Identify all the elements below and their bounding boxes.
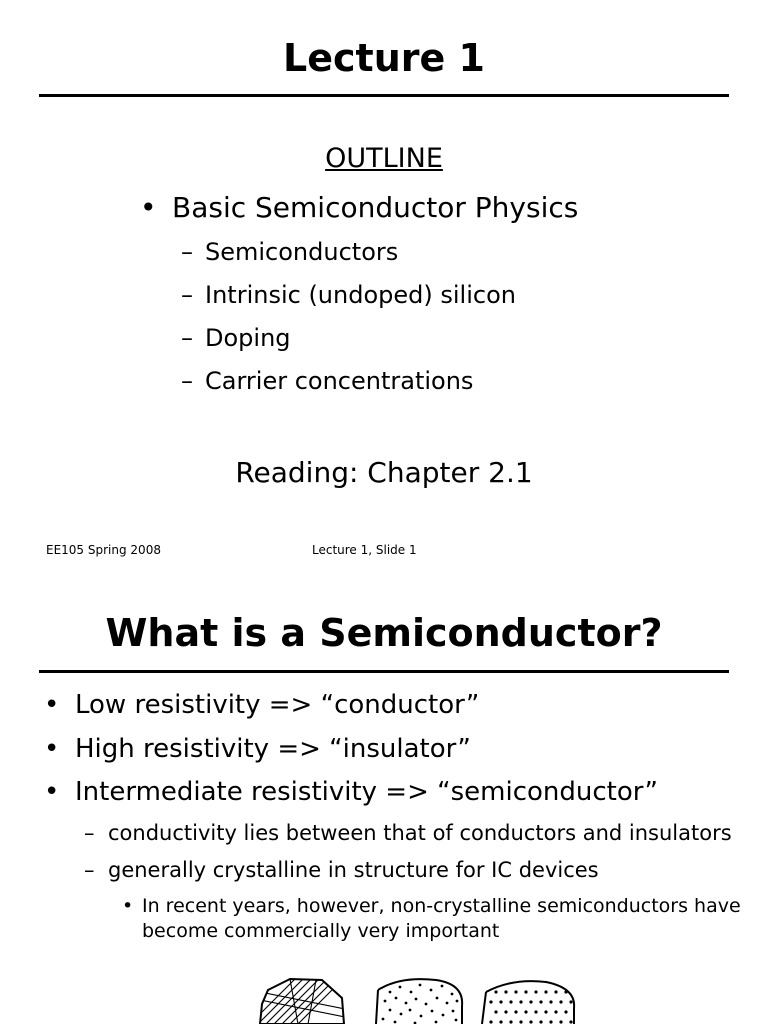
definition-bullet: [44, 734, 471, 764]
definition-bullet-text: High resistivity => “insulator”: [75, 734, 471, 764]
amorphous-icon: [376, 979, 462, 1024]
outline-sub-bullet-text: Intrinsic (undoped) silicon: [205, 281, 516, 309]
bullet-icon: •: [44, 734, 60, 764]
outline-sub-bullet-text: Carrier concentrations: [205, 367, 474, 395]
detail-bullet-line-1: In recent years, however, non-crystalline semiconductors have: [142, 895, 741, 917]
reading-reference: Reading: Chapter 2.1: [235, 456, 533, 489]
definition-sub-bullet: [84, 821, 732, 845]
dash-icon: –: [181, 238, 193, 266]
footer-slide-number: Lecture 1, Slide 1: [312, 543, 417, 557]
detail-bullet-line-2: become commercially very important: [142, 920, 500, 942]
slide2-title: What is a Semiconductor?: [105, 611, 663, 655]
bullet-icon: •: [140, 191, 157, 224]
bullet-icon: •: [122, 895, 134, 917]
main-bullet-text: Basic Semiconductor Physics: [172, 191, 579, 224]
definition-bullet-text: Low resistivity => “conductor”: [75, 690, 480, 720]
definition-sub-bullet-text: generally crystalline in structure for IC devices: [108, 858, 599, 882]
outline-sub-bullet: [181, 324, 291, 352]
detail-bullet: [122, 894, 741, 944]
polycrystalline-icon: [250, 970, 352, 1024]
definition-bullet: [44, 690, 479, 720]
outline-sub-bullet: [181, 281, 516, 309]
slide1-title: Lecture 1: [283, 36, 485, 80]
definition-bullet: [44, 777, 658, 807]
dash-icon: –: [181, 324, 193, 352]
main-bullet: [140, 191, 578, 224]
semiconductor-structures-illustration: [250, 970, 590, 1024]
outline-sub-bullet-text: Semiconductors: [205, 238, 399, 266]
outline-sub-bullet: [181, 367, 473, 395]
slide1-title-rule: [39, 94, 729, 97]
footer-course: EE105 Spring 2008: [46, 543, 161, 557]
outline-heading: OUTLINE: [325, 143, 443, 174]
dash-icon: –: [181, 281, 193, 309]
outline-sub-bullet-text: Doping: [205, 324, 291, 352]
dash-icon: –: [84, 821, 95, 845]
dash-icon: –: [84, 858, 95, 882]
bullet-icon: •: [44, 777, 60, 807]
dash-icon: –: [181, 367, 193, 395]
slide2-title-rule: [39, 670, 729, 673]
definition-sub-bullet: [84, 858, 599, 882]
outline-sub-bullet: [181, 238, 398, 266]
definition-bullet-text: Intermediate resistivity => “semiconductor”: [75, 777, 659, 807]
definition-sub-bullet-text: conductivity lies between that of conductors and insulators: [108, 821, 732, 845]
bullet-icon: •: [44, 690, 60, 720]
crystalline-icon: [482, 981, 574, 1024]
